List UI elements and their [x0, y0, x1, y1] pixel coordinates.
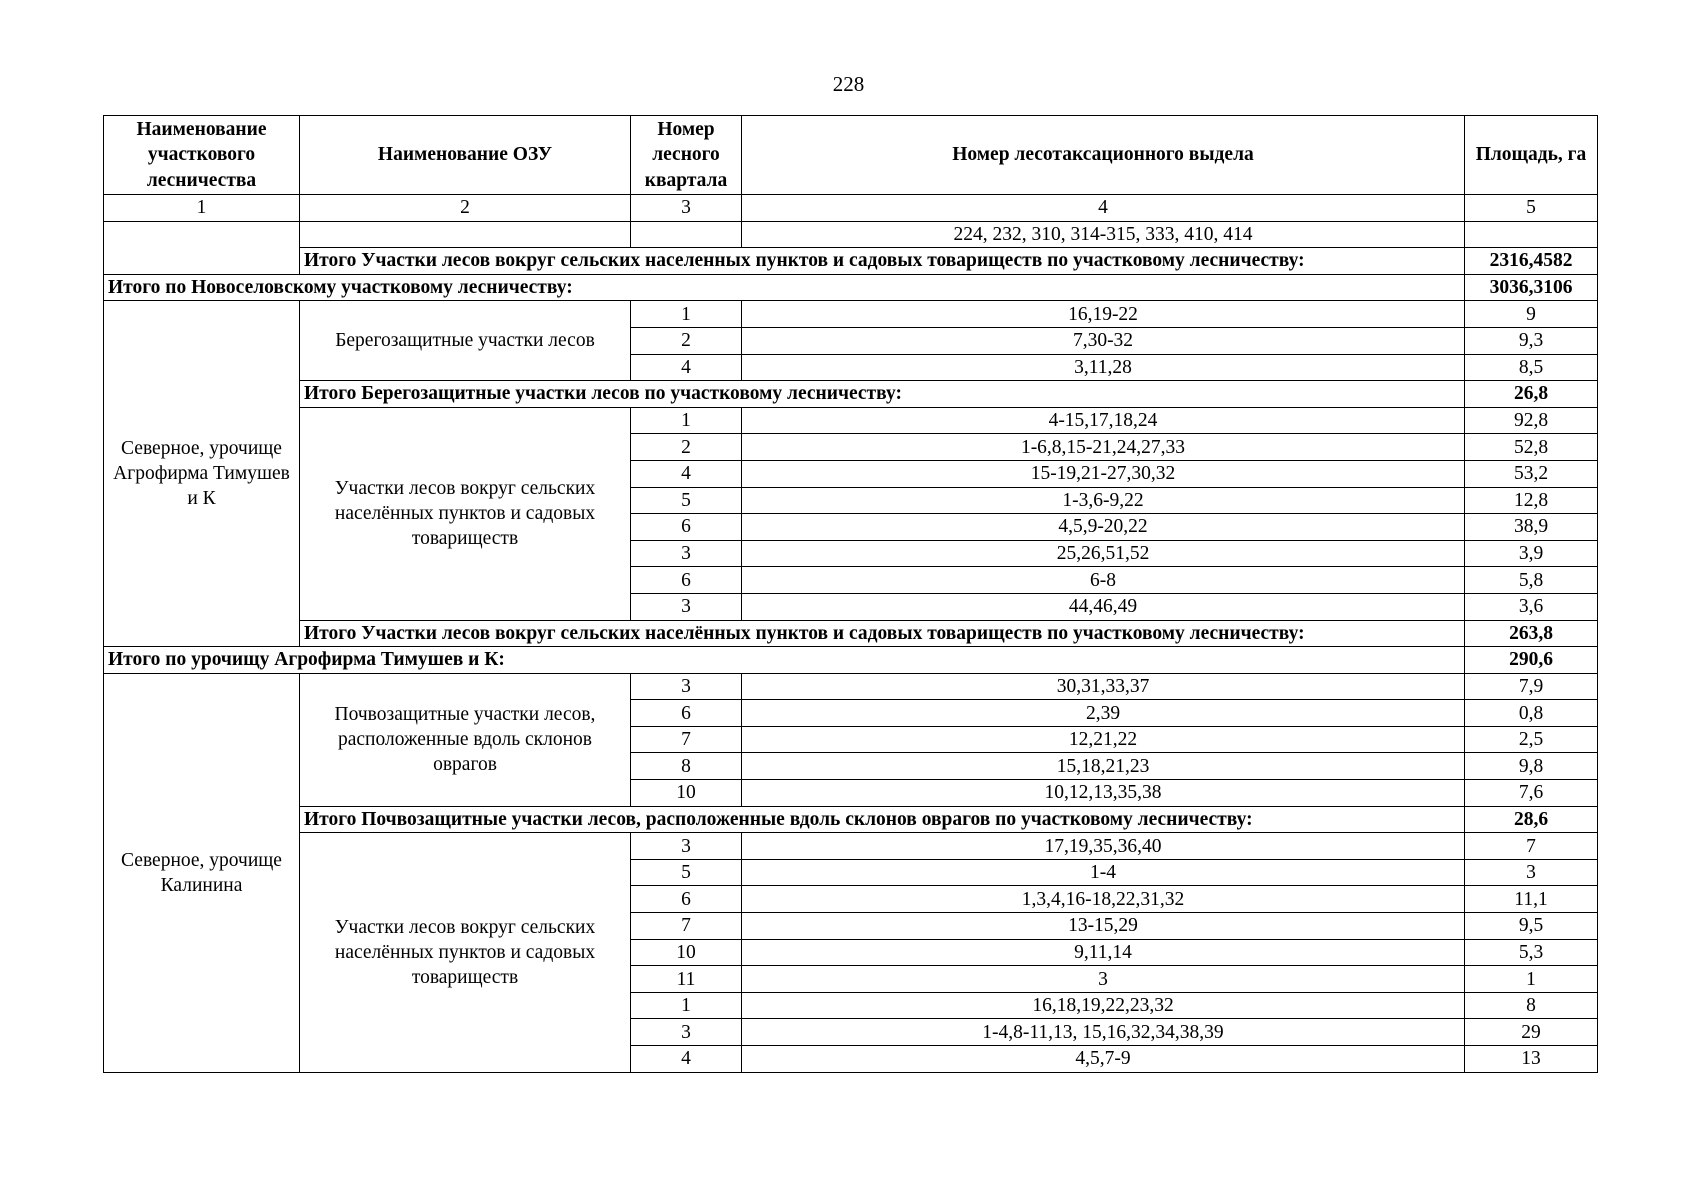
quarter-cell: 7 [631, 726, 742, 753]
allotment-cell: 4,5,9-20,22 [742, 514, 1465, 541]
area-cell: 5,8 [1465, 567, 1598, 594]
header-area: Площадь, га [1465, 116, 1598, 195]
allotment-cell: 15-19,21-27,30,32 [742, 460, 1465, 487]
area-cell: 3 [1465, 859, 1598, 886]
ozu-name-cell: Берегозащитные участки лесов [300, 301, 631, 381]
area-cell: 9 [1465, 301, 1598, 328]
area-cell: 1 [1465, 966, 1598, 993]
table-row [104, 407, 1598, 434]
subtotal-label: Итого Берегозащитные участки лесов по участковому лесничеству: [300, 381, 1465, 408]
quarter-cell: 7 [631, 913, 742, 940]
subtotal-row [104, 248, 1598, 275]
ozu-name-cell: Участки лесов вокруг сельских населённых пунктов и садовых товариществ [300, 833, 631, 1072]
quarter-cell: 6 [631, 567, 742, 594]
subtotal-value: 28,6 [1465, 806, 1598, 833]
allotment-cell: 9,11,14 [742, 939, 1465, 966]
quarter-cell: 6 [631, 886, 742, 913]
quarter-cell: 10 [631, 780, 742, 807]
quarter-cell: 4 [631, 1046, 742, 1073]
area-cell: 12,8 [1465, 487, 1598, 514]
empty-cell [104, 221, 300, 274]
area-cell: 53,2 [1465, 460, 1598, 487]
quarter-cell: 4 [631, 354, 742, 381]
tract-total-value: 290,6 [1465, 647, 1598, 674]
column-number: 2 [300, 195, 631, 222]
area-cell: 7,9 [1465, 673, 1598, 700]
allotment-cell: 3 [742, 966, 1465, 993]
quarter-cell: 11 [631, 966, 742, 993]
header-allotment-number: Номер лесотаксационного выдела [742, 116, 1465, 195]
allotment-cell: 17,19,35,36,40 [742, 833, 1465, 860]
column-number: 1 [104, 195, 300, 222]
subtotal-label: Итого Почвозащитные участки лесов, расположенные вдоль склонов оврагов по участковому лесничеству: [300, 806, 1465, 833]
empty-cell [300, 221, 631, 248]
allotment-cell: 16,18,19,22,23,32 [742, 992, 1465, 1019]
tract-total-row [104, 647, 1598, 674]
allotment-cell: 1-6,8,15-21,24,27,33 [742, 434, 1465, 461]
allotment-cell: 4-15,17,18,24 [742, 407, 1465, 434]
quarter-cell: 4 [631, 460, 742, 487]
page-number: 228 [832, 72, 865, 96]
quarter-cell: 1 [631, 992, 742, 1019]
quarter-cell: 3 [631, 593, 742, 620]
quarter-cell: 3 [631, 540, 742, 567]
area-cell: 3,9 [1465, 540, 1598, 567]
tract-total-label: Итого по урочищу Агрофирма Тимушев и К: [104, 647, 1465, 674]
table-row [104, 833, 1598, 860]
quarter-cell: 2 [631, 434, 742, 461]
allotment-cell: 4,5,7-9 [742, 1046, 1465, 1073]
allotment-cell: 1-4,8-11,13, 15,16,32,34,38,39 [742, 1019, 1465, 1046]
quarter-cell: 3 [631, 1019, 742, 1046]
forestry-name-cell: Северное, урочище Агрофирма Тимушев и К [104, 301, 300, 647]
area-cell: 7 [1465, 833, 1598, 860]
area-cell: 2,5 [1465, 726, 1598, 753]
column-number: 4 [742, 195, 1465, 222]
allotment-cell: 13-15,29 [742, 913, 1465, 940]
column-number: 5 [1465, 195, 1598, 222]
area-cell: 8 [1465, 992, 1598, 1019]
quarter-cell: 8 [631, 753, 742, 780]
quarter-cell: 1 [631, 301, 742, 328]
table-row [104, 673, 1598, 700]
allotment-cell: 30,31,33,37 [742, 673, 1465, 700]
allotment-cell: 224, 232, 310, 314-315, 333, 410, 414 [742, 221, 1465, 248]
column-number-row [104, 195, 1598, 222]
allotment-cell: 2,39 [742, 700, 1465, 727]
column-number: 3 [631, 195, 742, 222]
quarter-cell: 2 [631, 327, 742, 354]
ozu-name-cell: Участки лесов вокруг сельских населённых пунктов и садовых товариществ [300, 407, 631, 620]
subtotal-value: 263,8 [1465, 620, 1598, 647]
area-cell: 9,3 [1465, 327, 1598, 354]
forest-zones-table [103, 115, 1598, 1073]
area-cell: 11,1 [1465, 886, 1598, 913]
allotment-cell: 25,26,51,52 [742, 540, 1465, 567]
subtotal-label: Итого Участки лесов вокруг сельских населенных пунктов и садовых товариществ по участковому лесничеству: [300, 248, 1465, 275]
allotment-cell: 7,30-32 [742, 327, 1465, 354]
area-cell: 7,6 [1465, 780, 1598, 807]
allotment-cell: 1-4 [742, 859, 1465, 886]
quarter-cell: 3 [631, 673, 742, 700]
forestry-total-row [104, 274, 1598, 301]
subtotal-value: 26,8 [1465, 381, 1598, 408]
empty-cell [1465, 221, 1598, 248]
header-forestry-name: Наименование участкового лесничества [104, 116, 300, 195]
subtotal-row [104, 381, 1598, 408]
allotment-cell: 44,46,49 [742, 593, 1465, 620]
forestry-name-cell: Северное, урочище Калинина [104, 673, 300, 1072]
forestry-total-label: Итого по Новоселовскому участковому лесничеству: [104, 274, 1465, 301]
area-cell: 3,6 [1465, 593, 1598, 620]
quarter-cell: 10 [631, 939, 742, 966]
allotment-cell: 3,11,28 [742, 354, 1465, 381]
header-ozu-name: Наименование ОЗУ [300, 116, 631, 195]
allotment-cell: 16,19-22 [742, 301, 1465, 328]
area-cell: 9,5 [1465, 913, 1598, 940]
allotment-cell: 6-8 [742, 567, 1465, 594]
area-cell: 38,9 [1465, 514, 1598, 541]
area-cell: 92,8 [1465, 407, 1598, 434]
area-cell: 29 [1465, 1019, 1598, 1046]
quarter-cell: 6 [631, 514, 742, 541]
subtotal-value: 2316,4582 [1465, 248, 1598, 275]
area-cell: 0,8 [1465, 700, 1598, 727]
subtotal-row [104, 620, 1598, 647]
allotment-cell: 12,21,22 [742, 726, 1465, 753]
table-row [104, 221, 1598, 248]
subtotal-row [104, 806, 1598, 833]
ozu-name-cell: Почвозащитные участки лесов, расположенные вдоль склонов оврагов [300, 673, 631, 806]
area-cell: 13 [1465, 1046, 1598, 1073]
area-cell: 52,8 [1465, 434, 1598, 461]
allotment-cell: 1-3,6-9,22 [742, 487, 1465, 514]
quarter-cell: 6 [631, 700, 742, 727]
table-row [104, 301, 1598, 328]
allotment-cell: 1,3,4,16-18,22,31,32 [742, 886, 1465, 913]
quarter-cell: 3 [631, 833, 742, 860]
allotment-cell: 15,18,21,23 [742, 753, 1465, 780]
quarter-cell: 5 [631, 859, 742, 886]
header-row [104, 116, 1598, 195]
quarter-cell: 1 [631, 407, 742, 434]
subtotal-label: Итого Участки лесов вокруг сельских населённых пунктов и садовых товариществ по участковому лесничеству: [300, 620, 1465, 647]
quarter-cell: 5 [631, 487, 742, 514]
area-cell: 9,8 [1465, 753, 1598, 780]
header-quarter-number: Номер лесного квартала [631, 116, 742, 195]
allotment-cell: 10,12,13,35,38 [742, 780, 1465, 807]
area-cell: 8,5 [1465, 354, 1598, 381]
forestry-total-value: 3036,3106 [1465, 274, 1598, 301]
empty-cell [631, 221, 742, 248]
area-cell: 5,3 [1465, 939, 1598, 966]
